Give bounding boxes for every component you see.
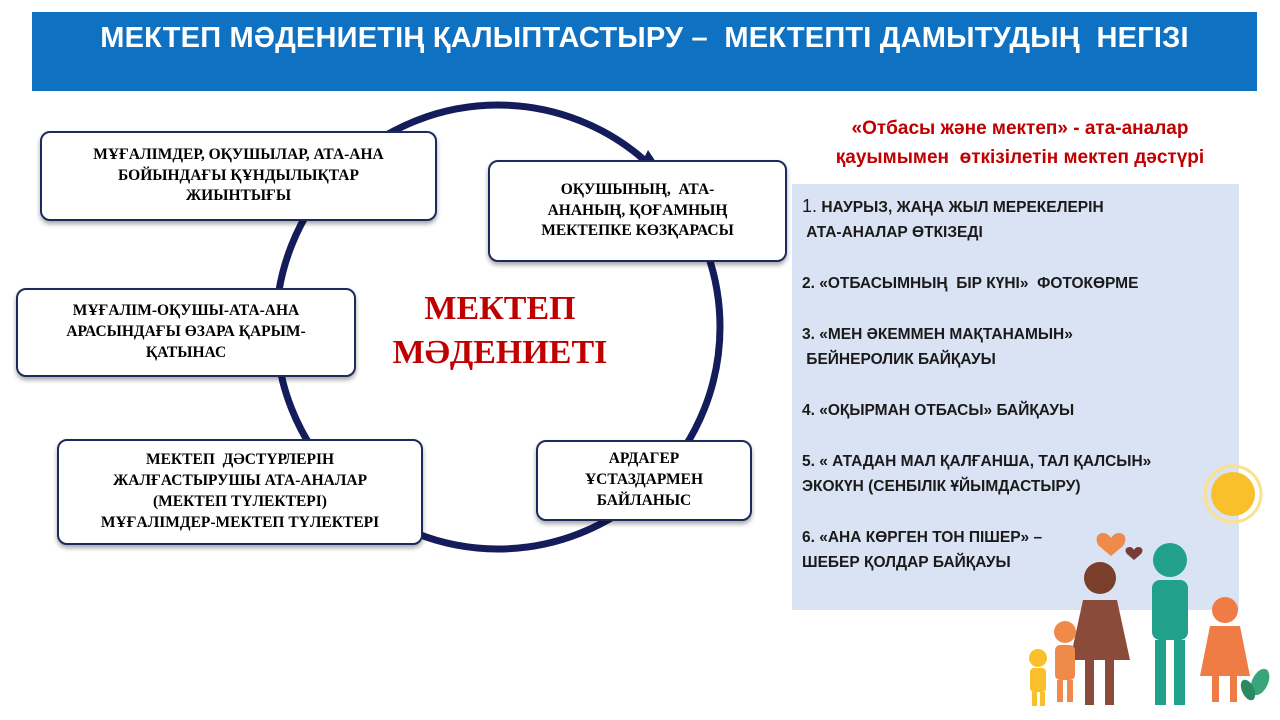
box-veterans-line: АРДАГЕР <box>608 450 680 468</box>
box-values-line: ЖИЫНТЫҒЫ <box>185 187 292 205</box>
list-item-line: 6. «АНА КӨРГЕН ТОН ПІШЕР» – <box>802 529 1043 546</box>
list-item-line: ЭКОКҮН (СЕНБІЛІК ҰЙЫМДАСТЫРУ) <box>802 478 1081 495</box>
heart-icon <box>1126 547 1143 560</box>
box-relations-line: ҚАТЫНАС <box>145 343 227 361</box>
box-relations-line: МҰҒАЛІМ-ОҚУШЫ-АТА-АНА <box>72 302 300 320</box>
list-item-line: 3. «МЕН ӘКЕММЕН МАҚТАНАМЫН» <box>802 326 1073 343</box>
boy-figure <box>1054 621 1076 702</box>
heart-icon <box>1097 533 1126 556</box>
list-item-line: 4. «ОҚЫРМАН ОТБАСЫ» БАЙҚАУЫ <box>802 402 1075 419</box>
box-traditions-line: (МЕКТЕП ТҮЛЕКТЕРІ) <box>153 493 327 510</box>
list-item-line: 2. «ОТБАСЫМНЫҢ БІР КҮНІ» ФОТОКӨРМЕ <box>802 275 1139 292</box>
list-item-line: АТА-АНАЛАР ӨТКІЗЕДІ <box>802 224 983 241</box>
center-title-line2: МӘДЕНИЕТІ <box>392 333 608 371</box>
center-title-line1: МЕКТЕП <box>424 290 576 327</box>
box-views-line: АНАНЫҢ, ҚОҒАМНЫҢ <box>547 201 728 219</box>
list-item-text: НАУРЫЗ, ЖАҢА ЖЫЛ МЕРЕКЕЛЕРІН <box>817 199 1104 216</box>
list-item-line: ШЕБЕР ҚОЛДАР БАЙҚАУЫ <box>802 554 1011 571</box>
box-traditions-line: МЕКТЕП ДӘСТҮРЛЕРІН <box>145 451 335 469</box>
list-item-line: БЕЙНЕРОЛИК БАЙҚАУЫ <box>802 351 996 368</box>
father-figure <box>1152 543 1188 705</box>
mother-figure <box>1070 562 1130 705</box>
side-heading-line: «Отбасы және мектеп» - ата-аналар <box>851 118 1189 139</box>
box-views-line: ОҚУШЫНЫҢ, АТА- <box>560 180 715 198</box>
box-values-line: МҰҒАЛІМДЕР, ОҚУШЫЛАР, АТА-АНА <box>93 145 384 163</box>
box-traditions-line: МҰҒАЛІМДЕР-МЕКТЕП ТҮЛЕКТЕРІ <box>100 513 380 531</box>
box-veterans-line: ҰСТАЗДАРМЕН <box>584 471 704 489</box>
child-figure <box>1029 649 1047 706</box>
sun-icon <box>1211 472 1255 516</box>
list-item-number: 1. <box>802 196 818 216</box>
box-relations-line: АРАСЫНДАҒЫ ӨЗАРА ҚАРЫМ- <box>66 323 306 341</box>
side-heading-line: қауымымен өткізілетін мектеп дәстүрі <box>835 146 1205 168</box>
page-title: МЕКТЕП МӘДЕНИЕТІҢ ҚАЛЫПТАСТЫРУ – МЕКТЕПТІ ДАМЫТУДЫҢ НЕГІЗІ <box>100 22 1189 54</box>
list-item-line: 5. « АТАДАН МАЛ ҚАЛҒАНША, ТАЛ ҚАЛСЫН» <box>802 453 1152 470</box>
box-veterans-line: БАЙЛАНЫС <box>596 491 692 509</box>
box-views-line: МЕКТЕПКЕ КӨЗҚАРАСЫ <box>541 222 734 240</box>
box-values-line: БОЙЫНДАҒЫ ҚҰНДЫЛЫҚТАР <box>118 166 359 184</box>
box-traditions-line: ЖАЛҒАСТЫРУШЫ АТА-АНАЛАР <box>112 472 368 490</box>
